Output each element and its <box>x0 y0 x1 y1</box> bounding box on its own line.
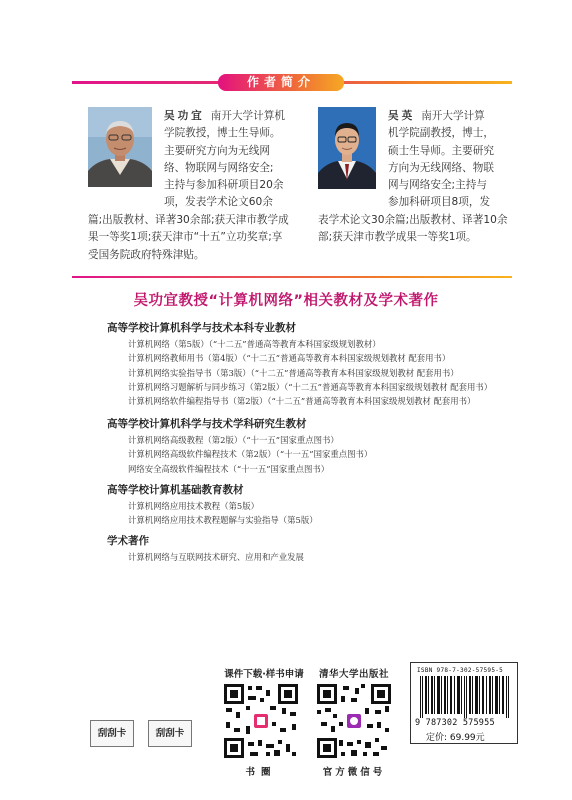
price-label: 定价: 69.99元 <box>426 733 485 743</box>
author1-intro-cont: 篇;出版教材、译著30余部;获天津市教学成 果一等奖1项;获天津市“十五”立功奖章;享 受国务院政府特殊津贴。 <box>88 214 289 261</box>
author1-intro: 吴功宜 南开大学计算机 学院教授，博士生导师。 主要研究方向为无线网 络、物联网与网络安全; 主持与参加科研项目20余 项，发表学术论文60余 <box>164 110 285 209</box>
list-item: 网络安全高级软件编程技术（“十一五”国家重点图书） <box>128 463 330 474</box>
qr-code-1-icon <box>222 682 300 760</box>
qr1-caption-bottom: 书圈 <box>245 767 277 778</box>
group-title: 高等学校计算机科学与技术本科专业教材 <box>107 322 296 334</box>
section-title: 作者简介 <box>218 74 344 91</box>
list-item: 计算机网络习题解析与同步练习（第2版）（“十二五”普通高等教育本科国家级规划教材 配套用书） <box>128 381 493 392</box>
list-item: 计算机网络应用技术教程（第5版） <box>128 501 259 511</box>
barcode-box <box>410 662 518 744</box>
author1-photo <box>88 107 152 187</box>
list-item: 计算机网络教师用书（第4版）（“十二五”普通高等教育本科国家级规划教材 配套用书） <box>128 353 451 364</box>
publications-title: 吴功宜教授“计算机网络”相关教材及学术著作 <box>133 293 439 309</box>
group-title: 高等学校计算机科学与技术学科研究生教材 <box>107 418 307 430</box>
barcode-digits: 9 787302 575955 <box>415 718 495 728</box>
list-item: 计算机网络软件编程指导书（第2版）（“十二五”普通高等教育本科国家级规划教材 配套用书） <box>128 396 476 407</box>
isbn-text: ISBN 978-7-302-57595-5 <box>417 667 504 674</box>
list-item: 计算机网络高级教程（第2版）（“十一五”国家重点图书） <box>128 435 339 445</box>
publication-group-4 <box>107 533 527 564</box>
author2-name: 吴英 <box>388 110 416 122</box>
list-item: 计算机网络与互联网技术研究、应用和产业发展 <box>128 552 304 562</box>
publication-group-3 <box>107 482 527 528</box>
list-item: 计算机网络实验指导书（第3版）（“十二五”普通高等教育本科国家级规划教材 配套用书） <box>128 367 459 378</box>
qr2-caption-bottom: 官方微信号 <box>322 767 386 778</box>
author2-photo <box>318 107 376 189</box>
divider-line <box>72 276 512 278</box>
list-item: 计算机网络（第5版）（“十二五”普通高等教育本科国家级规划教材） <box>128 339 381 349</box>
qr1-caption-top: 课件下载·样书申请 <box>224 669 304 680</box>
author2-intro-cont: 表学术论文30余篇;出版教材、译著10余 部;获天津市教学成果一等奖1项。 <box>318 214 508 244</box>
author1-name: 吴功宜 <box>164 110 205 122</box>
list-item: 计算机网络应用技术教程题解与实验指导（第5版） <box>128 515 318 526</box>
section-header <box>72 74 512 90</box>
publication-group-2 <box>107 416 527 476</box>
author2-intro: 吴英 南开大学计算 机学院副教授，博士， 硕士生导师。主要研究 方向为无线网络、物联 网与网络安全;主持与 参加科研项目8项，发 <box>388 110 494 209</box>
group-title: 高等学校计算机基础教育教材 <box>107 484 244 496</box>
qr-code-2-icon <box>315 682 393 760</box>
qr2-caption-top: 清华大学出版社 <box>318 669 389 680</box>
scratch-card-2: 刮刮卡 <box>148 720 192 747</box>
group-title: 学术著作 <box>107 535 149 547</box>
scratch-card-1: 刮刮卡 <box>90 720 134 747</box>
publication-group-1 <box>107 320 527 408</box>
barcode-icon <box>420 676 510 718</box>
list-item: 计算机网络高级软件编程技术（第2版）（“十一五”国家重点图书） <box>128 449 373 460</box>
